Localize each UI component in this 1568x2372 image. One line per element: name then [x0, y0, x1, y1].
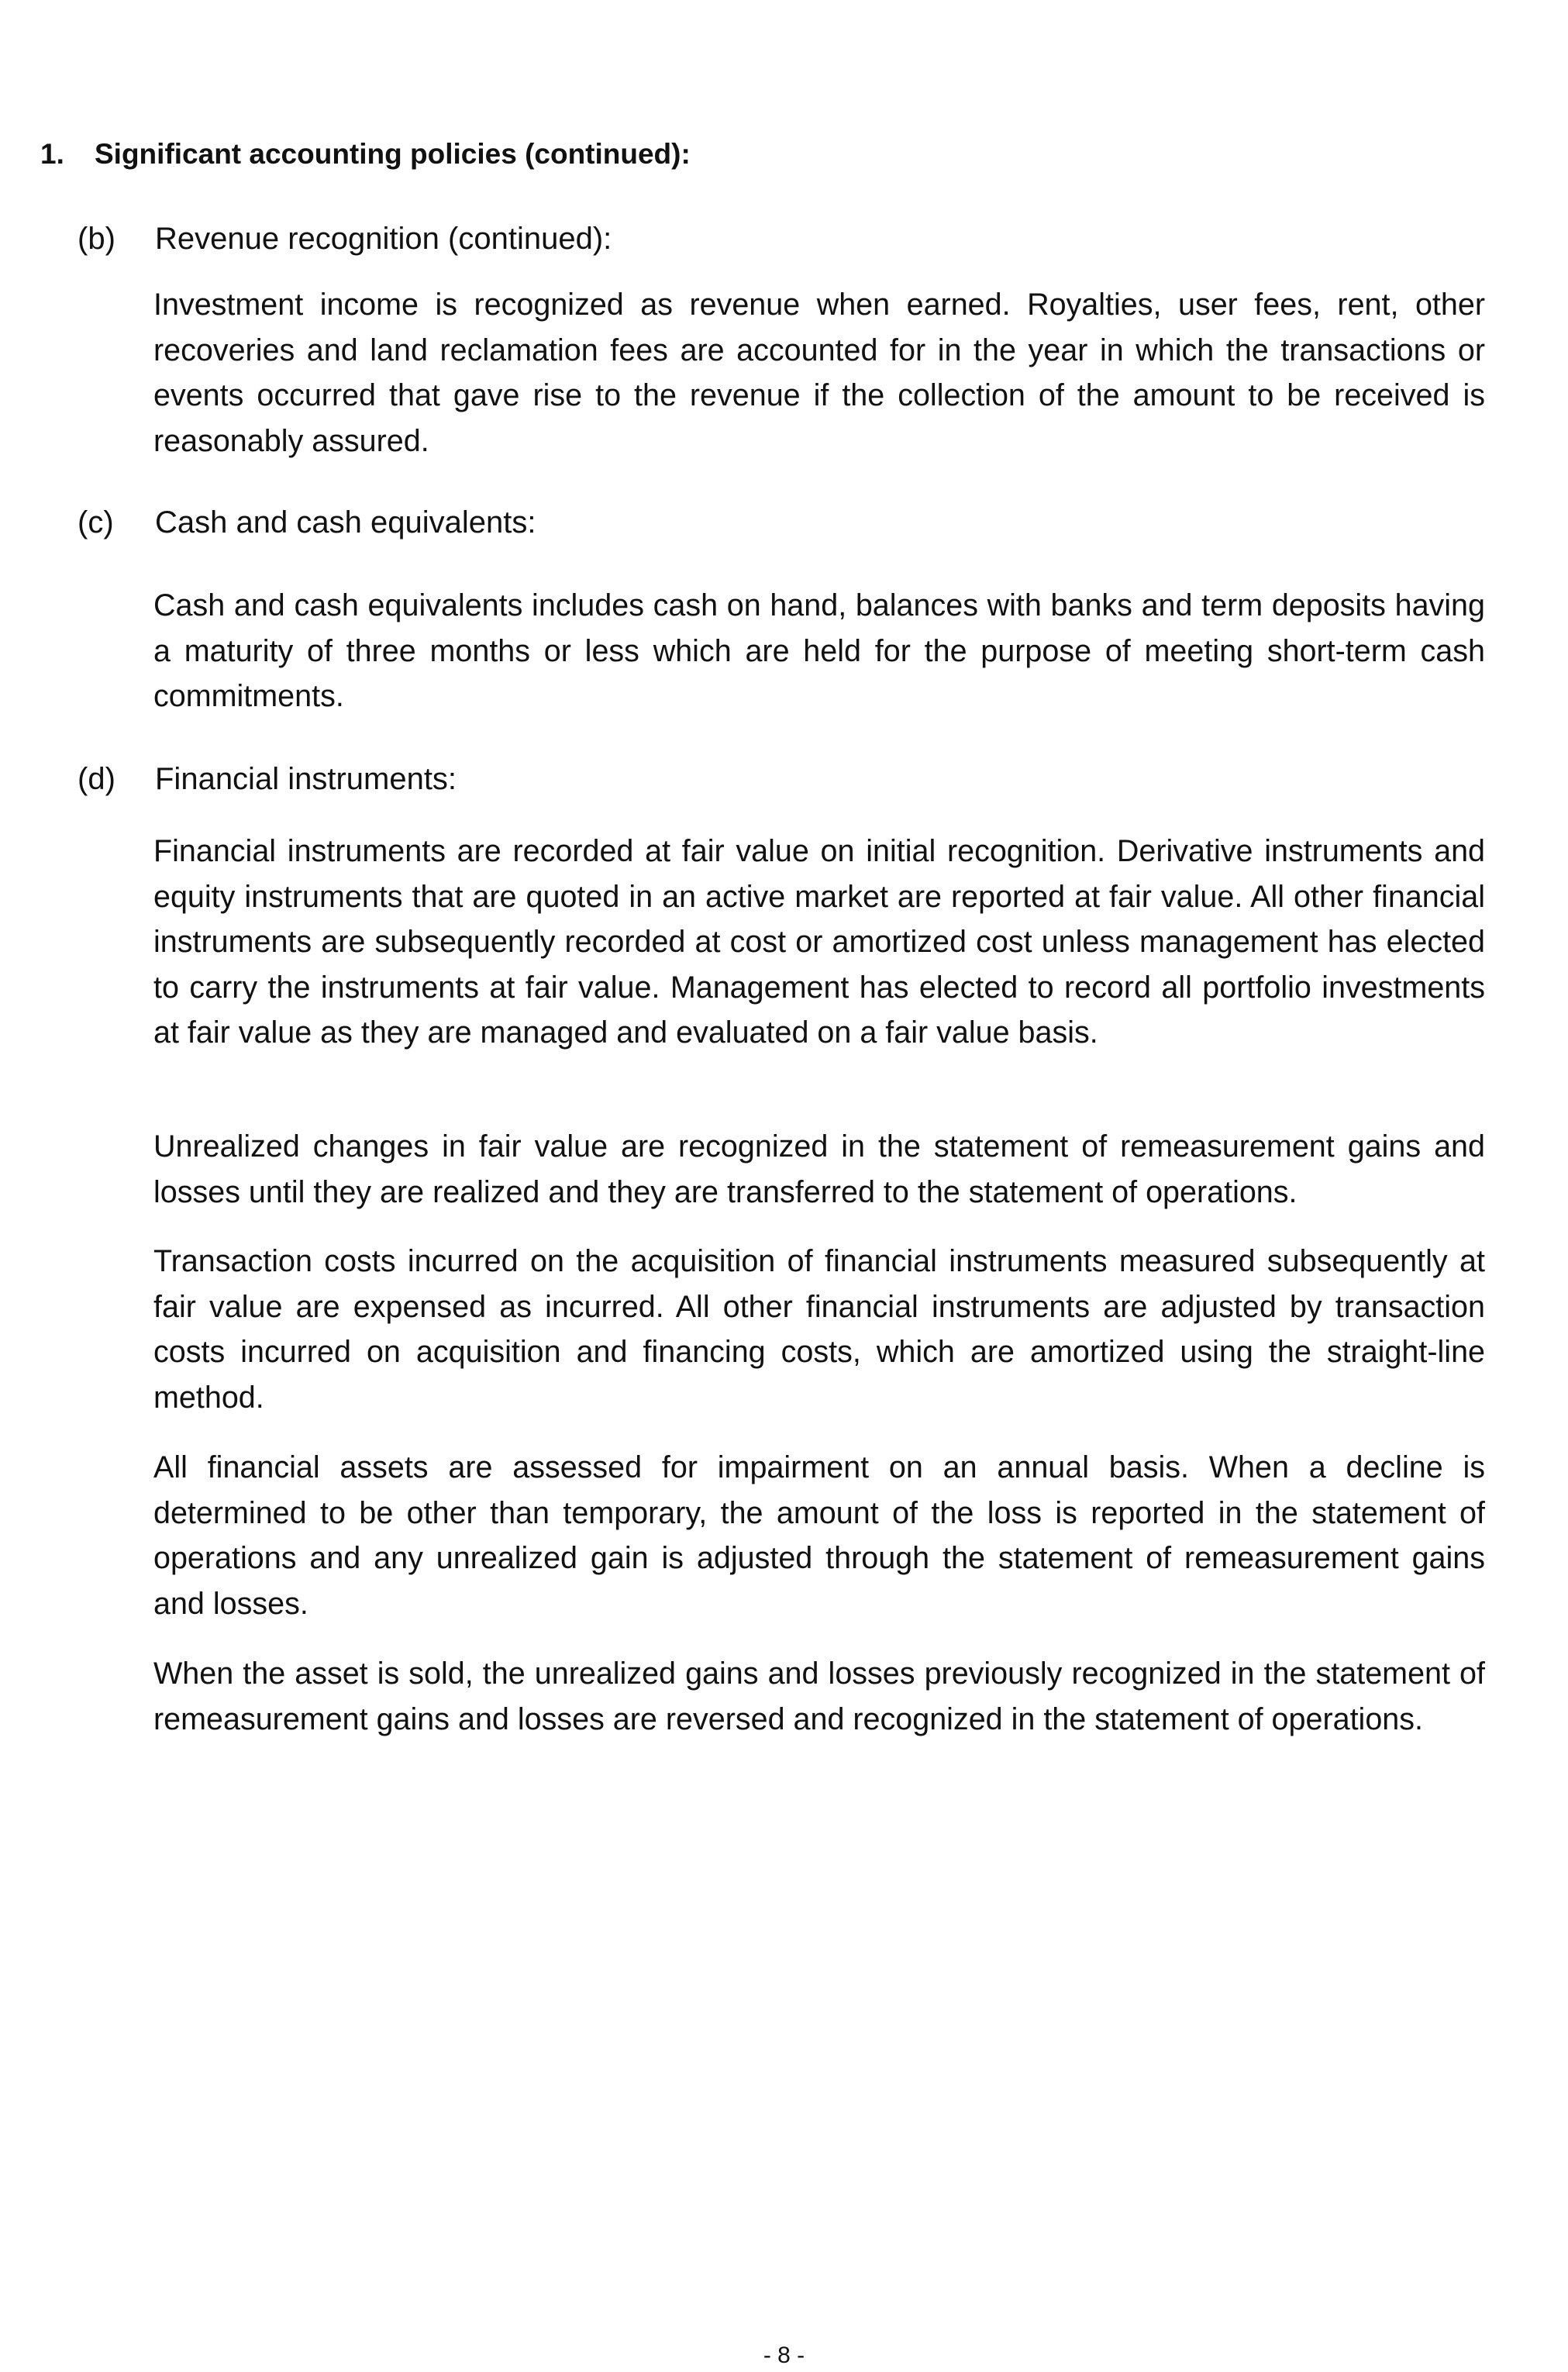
subsection-title: Financial instruments: — [155, 762, 457, 796]
section-heading — [40, 138, 691, 171]
subsection-letter: (b) — [78, 222, 115, 256]
subsection-heading-d — [78, 762, 457, 797]
paragraph-financial-instruments-4: All financial assets are assessed for impairment on an annual basis. When a decline is determined to be other than temporary, the amount of the loss is reported in the statement of operations and any unrealized gain is adjusted through the statement of remeasurement gains and losses. — [153, 1450, 1485, 1621]
paragraph-revenue-recognition: Investment income is recognized as revenue when earned. Royalties, user fees, rent, other recoveries and land reclamation fees are accounted for in the year in which the transactions or events occurred that gave rise to the revenue if the collection of the amount to be received is reasonably assured. — [153, 288, 1485, 458]
paragraph-financial-instruments-5: When the asset is sold, the unrealized gains and losses previously recognized in the statement of remeasurement gains and losses are reversed and recognized in the statement of operations. — [153, 1657, 1485, 1736]
paragraph-financial-instruments-3: Transaction costs incurred on the acquisition of financial instruments measured subsequently at fair value are expensed as incurred. All other financial instruments are adjusted by transaction costs incurred on acquisition and financing costs, which are amortized using the straight-line method. — [153, 1244, 1485, 1415]
section-title: Significant accounting policies (continued): — [95, 138, 691, 170]
subsection-heading-b — [78, 222, 612, 257]
subsection-title: Revenue recognition (continued): — [155, 222, 612, 256]
paragraph-financial-instruments-2: Unrealized changes in fair value are recognized in the statement of remeasurement gains and losses until they are realized and they are transferred to the statement of operations. — [153, 1129, 1485, 1209]
subsection-heading-c — [78, 505, 536, 540]
subsection-letter: (c) — [78, 505, 114, 540]
subsection-title: Cash and cash equivalents: — [155, 505, 536, 540]
subsection-letter: (d) — [78, 762, 115, 796]
paragraph-financial-instruments-1: Financial instruments are recorded at fair value on initial recognition. Derivative instruments and equity instruments that are quoted in an active market are reported at fair value. All other financial instruments are subsequently recorded at cost or amortized cost unless management has elected to carry the instruments at fair value. Management has elected to record all portfolio investments at fair value as they are managed and evaluated on a fair value basis. — [153, 834, 1485, 1050]
section-number: 1. — [40, 138, 64, 170]
page-number: - 8 - — [763, 2343, 805, 2368]
paragraph-cash-equivalents: Cash and cash equivalents includes cash on hand, balances with banks and term deposits having a maturity of three months or less which are held for the purpose of meeting short-term cash commitments. — [153, 588, 1485, 713]
